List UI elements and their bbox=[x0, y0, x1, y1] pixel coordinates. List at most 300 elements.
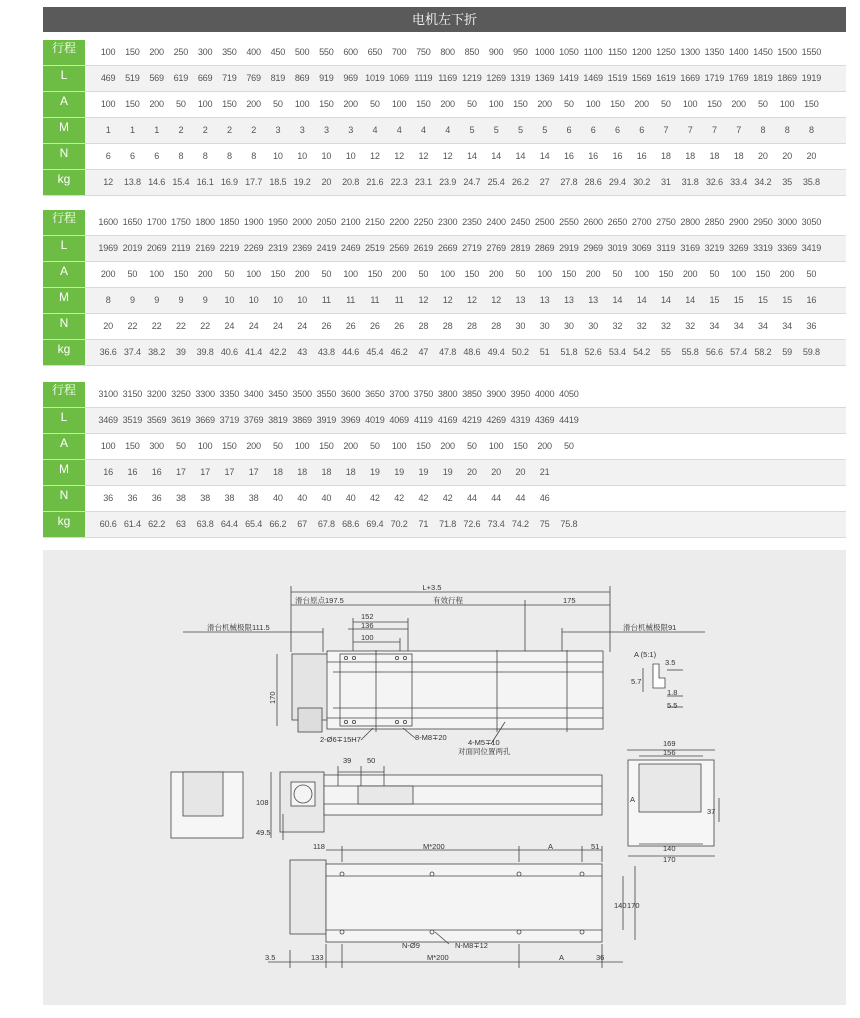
table-cell: 2769 bbox=[486, 243, 506, 253]
table-cell: 2500 bbox=[534, 217, 555, 227]
dim-156: 156 bbox=[663, 748, 676, 757]
table-cell: 13 bbox=[588, 295, 598, 305]
table-cell: 40 bbox=[321, 493, 332, 503]
table-cell: 200 bbox=[149, 47, 164, 57]
table-cell: 32 bbox=[685, 321, 695, 331]
table-cell: 200 bbox=[343, 99, 358, 109]
table-cell: 500 bbox=[294, 47, 310, 57]
table-cell: 150 bbox=[319, 99, 334, 109]
table-cell: 49.4 bbox=[487, 347, 505, 357]
table-cell: 14 bbox=[467, 151, 477, 161]
table-cell: 100 bbox=[634, 269, 649, 279]
table-cell: 41.4 bbox=[245, 347, 263, 357]
table-cell: 42.2 bbox=[269, 347, 287, 357]
table-cell: 3750 bbox=[413, 389, 434, 399]
table-cell: 3569 bbox=[146, 415, 167, 425]
table-cell: 17 bbox=[224, 467, 235, 477]
table-cell: 2 bbox=[251, 125, 257, 135]
dim-100: 100 bbox=[361, 633, 374, 642]
table-cell: 150 bbox=[707, 99, 722, 109]
table-cell: 2369 bbox=[292, 243, 312, 253]
table-cell: 200 bbox=[585, 269, 601, 279]
table-cell: 100 bbox=[391, 99, 407, 109]
table-cell: 200 bbox=[294, 269, 310, 279]
table-cell: 100 bbox=[440, 269, 455, 279]
view-marker-a: A bbox=[630, 795, 636, 804]
table-cell: 3000 bbox=[777, 217, 797, 227]
table-row bbox=[43, 512, 846, 538]
table-cell: 20 bbox=[758, 151, 768, 161]
table-cell: 9 bbox=[154, 295, 160, 305]
table-cell: 71.8 bbox=[439, 519, 457, 529]
dim-169: 169 bbox=[663, 739, 676, 748]
table-cell: 2200 bbox=[389, 217, 409, 227]
table-cell: 200 bbox=[537, 99, 552, 109]
table-cell: 2650 bbox=[607, 217, 628, 227]
table-cell: 30 bbox=[588, 321, 598, 331]
table-cell: 9 bbox=[129, 295, 135, 305]
table-cell: 46 bbox=[539, 493, 550, 503]
table-cell: 40 bbox=[345, 493, 356, 503]
table-cell: 16 bbox=[612, 151, 623, 161]
table-cell: 62.2 bbox=[148, 519, 166, 529]
dim-37: 37 bbox=[707, 807, 716, 816]
table-cell: 1169 bbox=[438, 73, 457, 83]
table-cell: 1969 bbox=[98, 243, 118, 253]
table-cell: 6 bbox=[614, 125, 620, 135]
table-cell: 2350 bbox=[462, 217, 482, 227]
table-cell: 4050 bbox=[559, 389, 579, 399]
table-cell: 919 bbox=[319, 73, 334, 83]
technical-drawing bbox=[43, 550, 846, 1005]
table-cell: 3400 bbox=[243, 389, 264, 399]
table-cell: 4319 bbox=[510, 415, 531, 425]
table-cell: 50 bbox=[661, 99, 671, 109]
table-cell: 100 bbox=[149, 269, 164, 279]
table-cell: 18 bbox=[709, 151, 720, 161]
page-title: 电机左下折 bbox=[43, 7, 846, 32]
table-cell: 150 bbox=[755, 269, 771, 279]
table-cell: 550 bbox=[319, 47, 334, 57]
table-cell: 44.6 bbox=[342, 347, 360, 357]
table-cell: 27 bbox=[539, 177, 550, 187]
table-cell: 50 bbox=[273, 441, 283, 451]
table-cell: 40.6 bbox=[220, 347, 238, 357]
table-cell: 72.6 bbox=[463, 519, 481, 529]
table-cell: 4 bbox=[372, 125, 378, 135]
table-cell: 17 bbox=[248, 467, 259, 477]
table-cell: 47.8 bbox=[439, 347, 457, 357]
table-cell: 619 bbox=[173, 73, 189, 83]
table-cell: 1900 bbox=[243, 217, 264, 227]
table-cell: 20 bbox=[782, 151, 792, 161]
table-cell: 800 bbox=[440, 47, 455, 57]
table-cell: 1700 bbox=[146, 217, 167, 227]
spec-table-1 bbox=[43, 40, 846, 196]
dim-left-limit: 滑台机械极限111.5 bbox=[207, 623, 270, 632]
dim-175: 175 bbox=[563, 596, 576, 605]
table-cell: 100 bbox=[197, 99, 213, 109]
table-cell: 1419 bbox=[559, 73, 579, 83]
table-cell: 15 bbox=[733, 295, 744, 305]
table-cell: 38 bbox=[224, 493, 235, 503]
table-cell: 45.4 bbox=[366, 347, 384, 357]
table-cell: 1550 bbox=[801, 47, 822, 57]
table-cell: 100 bbox=[100, 441, 116, 451]
table-cell: 32 bbox=[636, 321, 647, 331]
table-cell: 3319 bbox=[753, 243, 773, 253]
table-cell: 22.3 bbox=[390, 177, 408, 187]
table-cell: 400 bbox=[246, 47, 261, 57]
table-cell: 1219 bbox=[462, 73, 482, 83]
table-cell: 9 bbox=[202, 295, 208, 305]
table-row bbox=[43, 288, 846, 314]
dim-170: 170 bbox=[268, 691, 277, 704]
table-cell: 150 bbox=[464, 269, 480, 279]
table-cell: 8 bbox=[202, 151, 208, 161]
row-label: kg bbox=[43, 512, 85, 537]
table-cell: 10 bbox=[248, 295, 259, 305]
table-cell: 6 bbox=[154, 151, 160, 161]
table-cell: 13 bbox=[539, 295, 550, 305]
table-cell: 3119 bbox=[656, 243, 676, 253]
table-cell: 4219 bbox=[462, 415, 482, 425]
table-cell: 55.8 bbox=[681, 347, 699, 357]
table-cell: 3150 bbox=[122, 389, 143, 399]
table-cell: 13 bbox=[564, 295, 574, 305]
table-cell: 3 bbox=[275, 125, 281, 135]
table-cell: 9 bbox=[178, 295, 184, 305]
table-cell: 12 bbox=[442, 151, 453, 161]
table-cell: 39 bbox=[176, 347, 186, 357]
row-label: A bbox=[43, 434, 85, 459]
row-label: M bbox=[43, 118, 85, 143]
table-cell: 43.8 bbox=[317, 347, 335, 357]
table-cell: 200 bbox=[440, 99, 455, 109]
row-label: M bbox=[43, 460, 85, 485]
table-cell: 33.4 bbox=[730, 177, 748, 187]
row-label: 行程 bbox=[43, 210, 85, 235]
table-cell: 18 bbox=[685, 151, 695, 161]
table-cell: 3219 bbox=[704, 243, 725, 253]
dim-3-5: 3.5 bbox=[665, 658, 676, 667]
table-cell: 27.8 bbox=[560, 177, 578, 187]
table-cell: 200 bbox=[682, 269, 698, 279]
table-cell: 1150 bbox=[607, 47, 627, 57]
table-cell: 150 bbox=[610, 99, 625, 109]
table-cell: 16 bbox=[636, 151, 647, 161]
table-cell: 50.2 bbox=[511, 347, 529, 357]
table-cell: 36 bbox=[151, 493, 162, 503]
table-cell: 12 bbox=[442, 295, 453, 305]
table-cell: 10 bbox=[321, 151, 332, 161]
table-cell: 100 bbox=[682, 99, 698, 109]
table-cell: 52.6 bbox=[584, 347, 602, 357]
table-cell: 16.1 bbox=[196, 177, 214, 187]
table-cell: 29.4 bbox=[608, 177, 626, 187]
table-cell: 19 bbox=[370, 467, 380, 477]
table-cell: 14 bbox=[685, 295, 695, 305]
dim-39: 39 bbox=[343, 756, 352, 765]
table-cell: 26.2 bbox=[511, 177, 529, 187]
table-cell: 100 bbox=[343, 269, 358, 279]
table-cell: 51.8 bbox=[560, 347, 578, 357]
dim-133: 133 bbox=[311, 953, 324, 962]
table-cell: 8 bbox=[760, 125, 766, 135]
table-cell: 64.4 bbox=[220, 519, 238, 529]
table-cell: 3519 bbox=[122, 415, 143, 425]
table-cell: 3350 bbox=[219, 389, 240, 399]
table-cell: 1119 bbox=[414, 73, 433, 83]
table-cell: 42 bbox=[394, 493, 404, 503]
dim-1-8: 1.8 bbox=[667, 688, 678, 697]
table-cell: 8 bbox=[784, 125, 790, 135]
table-cell: 1800 bbox=[195, 217, 215, 227]
dim-origin: 滑台原点197.5 bbox=[295, 596, 344, 605]
table-cell: 1300 bbox=[680, 47, 700, 57]
table-cell: 7 bbox=[687, 125, 693, 135]
table-cell: 19 bbox=[394, 467, 404, 477]
row-label: L bbox=[43, 66, 85, 91]
table-cell: 4269 bbox=[486, 415, 506, 425]
table-cell: 18 bbox=[733, 151, 744, 161]
table-cell: 12 bbox=[370, 151, 380, 161]
table-cell: 50 bbox=[806, 269, 817, 279]
table-cell: 100 bbox=[100, 99, 116, 109]
table-cell: 50 bbox=[176, 99, 186, 109]
table-cell: 15 bbox=[782, 295, 792, 305]
table-cell: 2819 bbox=[510, 243, 531, 253]
table-cell: 2669 bbox=[437, 243, 458, 253]
table-cell: 1869 bbox=[777, 73, 797, 83]
table-cell: 1 bbox=[154, 125, 160, 135]
table-cell: 50 bbox=[467, 441, 477, 451]
table-row bbox=[43, 170, 846, 196]
table-cell: 7 bbox=[663, 125, 669, 135]
table-cell: 28.6 bbox=[584, 177, 602, 187]
table-cell: 20 bbox=[491, 467, 501, 477]
table-cell: 2969 bbox=[583, 243, 603, 253]
table-cell: 24 bbox=[297, 321, 307, 331]
table-cell: 50 bbox=[321, 269, 332, 279]
table-cell: 44 bbox=[467, 493, 477, 503]
table-cell: 42 bbox=[442, 493, 453, 503]
table-cell: 14 bbox=[661, 295, 671, 305]
table-cell: 55 bbox=[661, 347, 671, 357]
table-cell: 2250 bbox=[413, 217, 434, 227]
table-cell: 300 bbox=[197, 47, 213, 57]
bottom-view bbox=[268, 846, 635, 968]
table-cell: 24.7 bbox=[463, 177, 481, 187]
table-row bbox=[43, 236, 846, 262]
table-cell: 3300 bbox=[195, 389, 215, 399]
table-cell: 3169 bbox=[680, 243, 700, 253]
table-cell: 30 bbox=[515, 321, 526, 331]
table-cell: 11 bbox=[346, 295, 356, 305]
table-cell: 50 bbox=[273, 99, 283, 109]
table-cell: 18.5 bbox=[269, 177, 287, 187]
table-cell: 450 bbox=[270, 47, 286, 57]
table-cell: 3450 bbox=[268, 389, 288, 399]
table-row bbox=[43, 434, 846, 460]
table-cell: 2869 bbox=[534, 243, 555, 253]
table-cell: 7 bbox=[711, 125, 717, 135]
table-cell: 20 bbox=[321, 177, 332, 187]
table-cell: 1019 bbox=[365, 73, 385, 83]
table-cell: 150 bbox=[804, 99, 819, 109]
dim-5-5: 5.5 bbox=[667, 701, 678, 710]
table-cell: 50 bbox=[564, 99, 574, 109]
table-cell: 18 bbox=[273, 467, 283, 477]
row-label: 行程 bbox=[43, 382, 85, 407]
table-cell: 2950 bbox=[753, 217, 773, 227]
table-cell: 1200 bbox=[631, 47, 652, 57]
table-cell: 5 bbox=[542, 125, 548, 135]
table-cell: 40 bbox=[273, 493, 283, 503]
table-cell: 100 bbox=[294, 441, 310, 451]
table-cell: 50 bbox=[758, 99, 768, 109]
table-cell: 32 bbox=[612, 321, 623, 331]
table-cell: 50 bbox=[370, 441, 380, 451]
table-cell: 2100 bbox=[340, 217, 361, 227]
table-cell: 100 bbox=[585, 99, 601, 109]
table-cell: 819 bbox=[270, 73, 286, 83]
table-row bbox=[43, 314, 846, 340]
table-cell: 16 bbox=[127, 467, 138, 477]
table-cell: 6 bbox=[566, 125, 572, 135]
dim-m200: M*200 bbox=[423, 842, 445, 851]
table-cell: 50 bbox=[418, 269, 429, 279]
table-cell: 1669 bbox=[680, 73, 700, 83]
table-cell: 1269 bbox=[486, 73, 506, 83]
table-cell: 56.6 bbox=[705, 347, 723, 357]
table-cell: 3 bbox=[348, 125, 354, 135]
table-row bbox=[43, 66, 846, 92]
table-cell: 12 bbox=[103, 177, 113, 187]
table-cell: 74.2 bbox=[511, 519, 529, 529]
table-cell: 1719 bbox=[704, 73, 725, 83]
dim-108: 108 bbox=[256, 798, 269, 807]
table-cell: 18 bbox=[321, 467, 332, 477]
dim-51: 51 bbox=[591, 842, 600, 851]
table-cell: 50 bbox=[612, 269, 623, 279]
table-cell: 3100 bbox=[98, 389, 118, 399]
row-label: N bbox=[43, 486, 85, 511]
table-cell: 24 bbox=[224, 321, 235, 331]
hole-label-2: 8-M8∓20 bbox=[415, 733, 447, 742]
table-cell: 3800 bbox=[437, 389, 458, 399]
table-cell: 100 bbox=[246, 269, 261, 279]
table-cell: 3650 bbox=[365, 389, 385, 399]
table-cell: 1450 bbox=[753, 47, 773, 57]
table-cell: 3369 bbox=[777, 243, 797, 253]
table-cell: 60.6 bbox=[99, 519, 117, 529]
table-cell: 67.8 bbox=[317, 519, 335, 529]
table-cell: 67 bbox=[297, 519, 307, 529]
table-cell: 12 bbox=[418, 295, 429, 305]
table-cell: 1619 bbox=[656, 73, 676, 83]
table-cell: 2469 bbox=[340, 243, 361, 253]
table-cell: 13 bbox=[515, 295, 526, 305]
table-cell: 2450 bbox=[510, 217, 531, 227]
table-cell: 1069 bbox=[389, 73, 409, 83]
table-cell: 3069 bbox=[631, 243, 652, 253]
table-cell: 6 bbox=[590, 125, 596, 135]
table-cell: 150 bbox=[416, 441, 431, 451]
table-cell: 14 bbox=[539, 151, 550, 161]
table-cell: 48.6 bbox=[463, 347, 481, 357]
table-cell: 3619 bbox=[171, 415, 191, 425]
table-cell: 2569 bbox=[389, 243, 409, 253]
table-cell: 4 bbox=[445, 125, 451, 135]
table-cell: 3719 bbox=[219, 415, 240, 425]
table-cell: 1050 bbox=[559, 47, 579, 57]
table-cell: 2119 bbox=[171, 243, 191, 253]
table-cell: 3250 bbox=[171, 389, 191, 399]
table-cell: 1500 bbox=[777, 47, 797, 57]
table-cell: 63.8 bbox=[196, 519, 214, 529]
table-cell: 75 bbox=[539, 519, 550, 529]
table-cell: 50 bbox=[176, 441, 186, 451]
table-cell: 24 bbox=[248, 321, 259, 331]
table-cell: 2019 bbox=[122, 243, 143, 253]
detail-label: A (5:1) bbox=[634, 650, 657, 659]
table-cell: 1100 bbox=[583, 47, 603, 57]
table-cell: 63 bbox=[176, 519, 186, 529]
dim-a-1: A bbox=[548, 842, 554, 851]
table-cell: 32 bbox=[661, 321, 671, 331]
table-cell: 150 bbox=[222, 99, 237, 109]
table-cell: 50 bbox=[709, 269, 720, 279]
table-cell: 1819 bbox=[753, 73, 773, 83]
table-cell: 569 bbox=[149, 73, 164, 83]
table-cell: 1469 bbox=[583, 73, 603, 83]
table-cell: 20 bbox=[467, 467, 477, 477]
table-cell: 100 bbox=[537, 269, 552, 279]
table-row bbox=[43, 340, 846, 366]
table-cell: 150 bbox=[367, 269, 383, 279]
table-cell: 300 bbox=[149, 441, 164, 451]
table-cell: 150 bbox=[125, 99, 140, 109]
row-label: 行程 bbox=[43, 40, 85, 65]
table-cell: 150 bbox=[222, 441, 237, 451]
row-label: kg bbox=[43, 170, 85, 195]
table-row bbox=[43, 144, 846, 170]
table-cell: 35.8 bbox=[802, 177, 820, 187]
table-cell: 1250 bbox=[656, 47, 676, 57]
table-cell: 150 bbox=[513, 99, 528, 109]
table-cell: 22 bbox=[127, 321, 138, 331]
table-cell: 14 bbox=[491, 151, 501, 161]
table-cell: 3850 bbox=[462, 389, 482, 399]
table-cell: 4000 bbox=[534, 389, 555, 399]
table-cell: 23.9 bbox=[439, 177, 457, 187]
table-cell: 100 bbox=[391, 441, 407, 451]
table-row bbox=[43, 92, 846, 118]
table-cell: 30.2 bbox=[633, 177, 651, 187]
table-cell: 34.2 bbox=[754, 177, 772, 187]
dim-3-5-b: 3.5 bbox=[265, 953, 276, 962]
table-cell: 5 bbox=[469, 125, 475, 135]
table-cell: 8 bbox=[178, 151, 184, 161]
table-cell: 4419 bbox=[559, 415, 579, 425]
dim-36: 36 bbox=[596, 953, 605, 962]
table-cell: 10 bbox=[273, 151, 283, 161]
table-cell: 38.2 bbox=[148, 347, 166, 357]
row-label: N bbox=[43, 314, 85, 339]
table-cell: 1600 bbox=[98, 217, 118, 227]
table-cell: 50 bbox=[564, 441, 574, 451]
